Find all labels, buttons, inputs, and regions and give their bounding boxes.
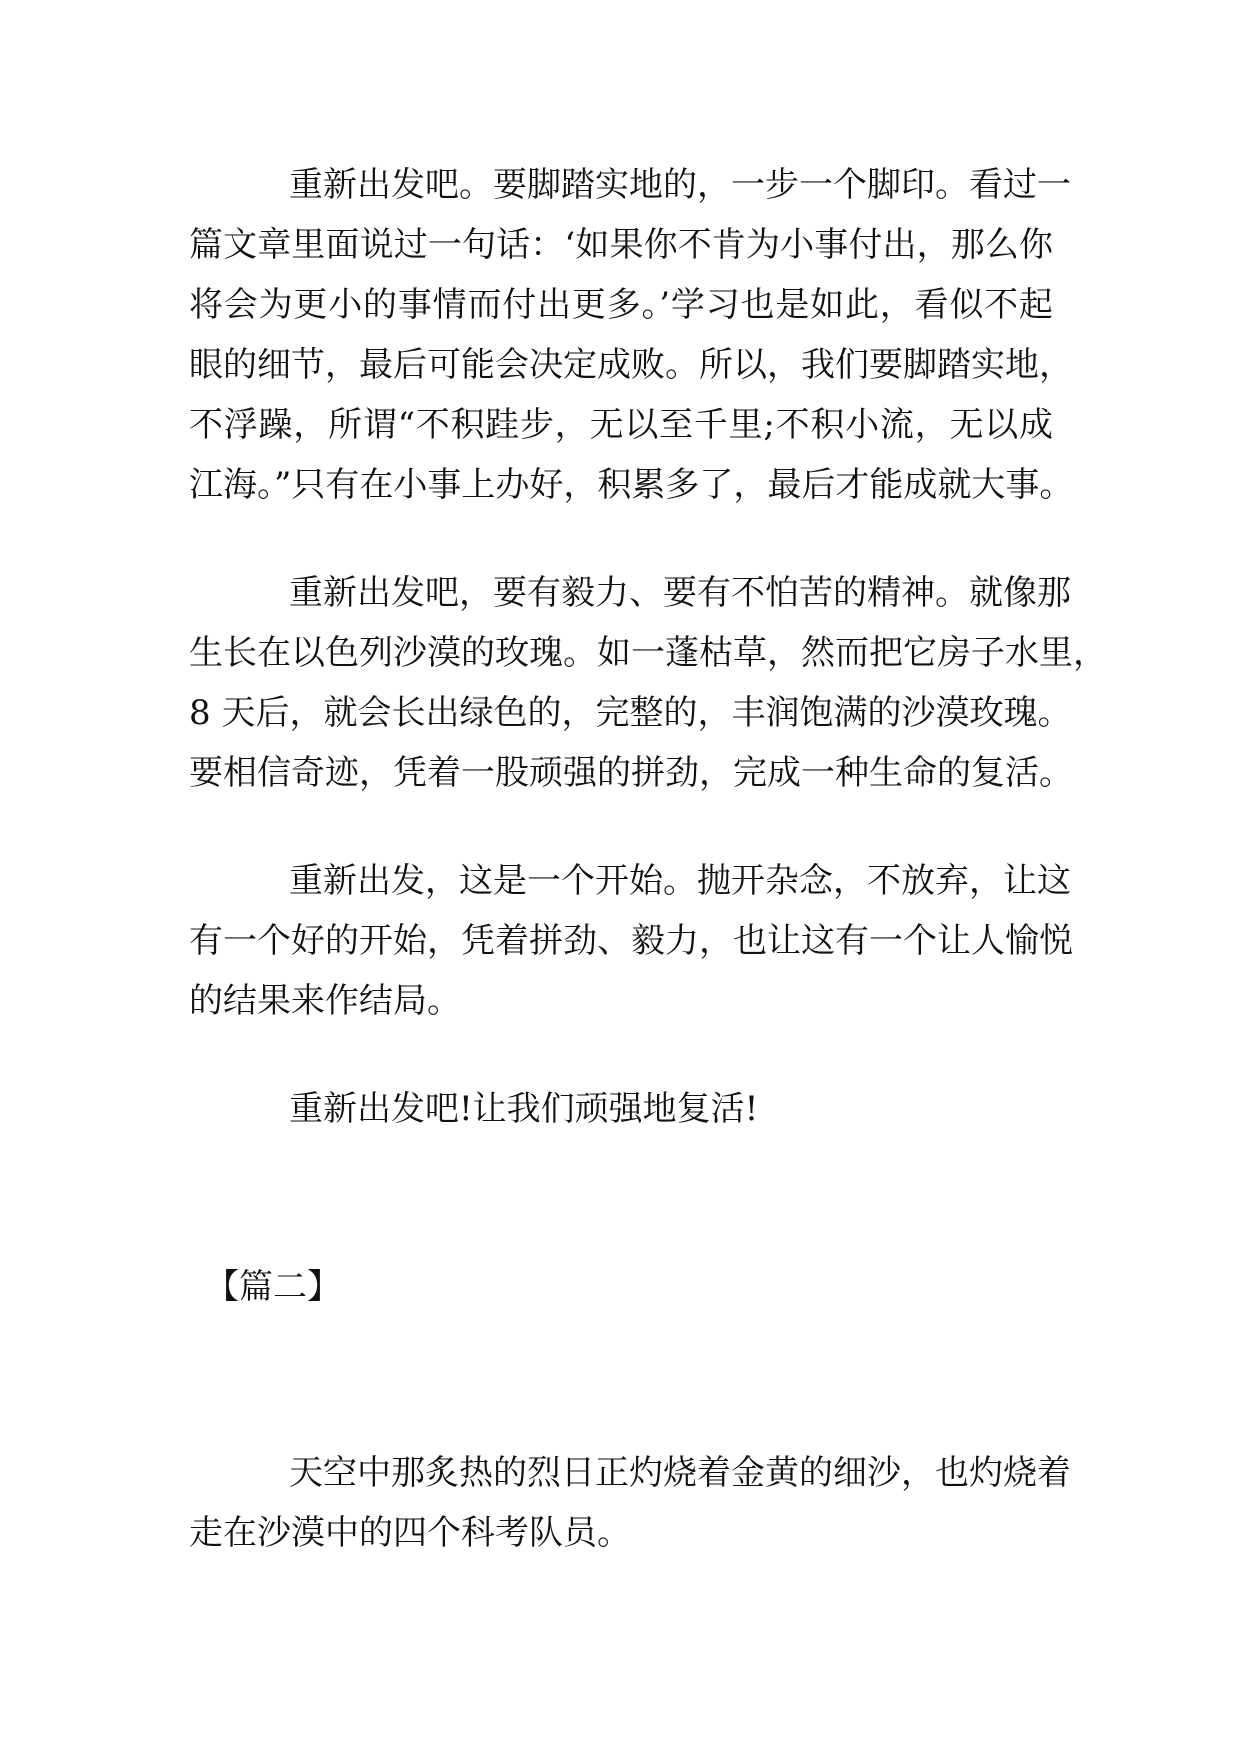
section-heading: 【篇二】 bbox=[205, 1267, 341, 1307]
paragraph-line: 8 天后，就会长出绿色的，完整的，丰润饱满的沙漠玫瑰。 bbox=[189, 693, 1072, 733]
paragraph-1 bbox=[189, 155, 1074, 515]
paragraph-3 bbox=[189, 851, 1073, 1031]
paragraph-line: 有一个好的开始，凭着拼劲、毅力，也让这有一个让人愉悦 bbox=[189, 921, 1073, 961]
paragraph-line: 重新出发吧。要脚踏实地的，一步一个脚印。看过一 bbox=[289, 165, 1071, 205]
paragraph-line: 江海。”只有在小事上办好，积累多了，最后才能成就大事。 bbox=[189, 465, 1074, 505]
paragraph-line: 的结果来作结局。 bbox=[189, 981, 461, 1021]
paragraph-2 bbox=[189, 563, 1107, 803]
paragraph-line: 篇文章里面说过一句话：‘如果你不肯为小事付出，那么你 bbox=[189, 225, 1053, 265]
paragraph-line: 天空中那炙热的烈日正灼烧着金黄的细沙，也灼烧着 bbox=[289, 1453, 1071, 1493]
paragraph-4 bbox=[189, 1079, 1053, 1139]
paragraph-line: 要相信奇迹，凭着一股顽强的拼劲，完成一种生命的复活。 bbox=[189, 753, 1073, 793]
paragraph-line: 眼的细节，最后可能会决定成败。所以，我们要脚踏实地， bbox=[189, 345, 1073, 385]
paragraph-line: 重新出发吧!让我们顽强地复活! bbox=[289, 1089, 759, 1129]
paragraph-line: 重新出发，这是一个开始。抛开杂念，不放弃，让这 bbox=[289, 861, 1071, 901]
paragraph-line: 不浮躁，所谓“不积跬步，无以至千里;不积小流，无以成 bbox=[189, 405, 1053, 445]
paragraph-line: 重新出发吧，要有毅力、要有不怕苦的精神。就像那 bbox=[289, 573, 1071, 613]
paragraph-line: 生长在以色列沙漠的玫瑰。如一蓬枯草，然而把它房子水里， bbox=[189, 633, 1107, 673]
paragraph-line: 走在沙漠中的四个科考队员。 bbox=[189, 1513, 631, 1553]
paragraph-line: 将会为更小的事情而付出更多。’学习也是如此，看似不起 bbox=[189, 285, 1053, 325]
paragraph-5 bbox=[189, 1443, 1071, 1563]
